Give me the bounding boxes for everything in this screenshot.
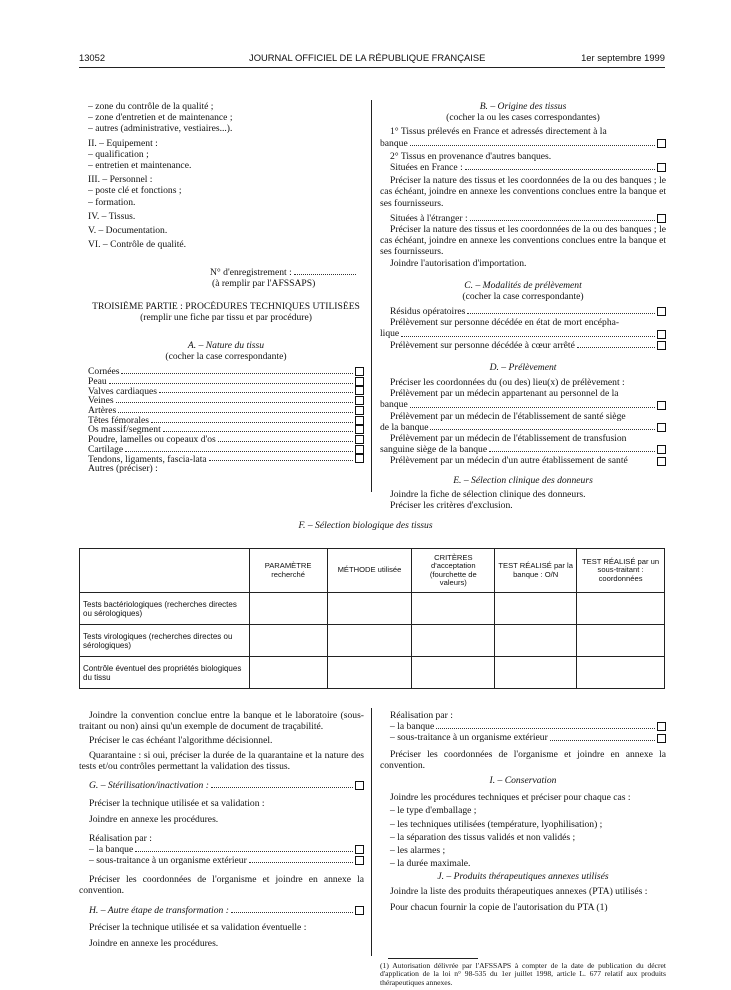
option-line: Prélèvement par un médecin appartenant au personnel de la xyxy=(390,388,619,400)
tissue-checklist xyxy=(88,367,364,475)
checklist-row[interactable]: Os massif/segment xyxy=(88,426,364,436)
checkbox[interactable] xyxy=(355,435,364,444)
checkbox[interactable] xyxy=(657,722,666,731)
table-cell[interactable] xyxy=(327,625,412,657)
paragraph: Réalisation par : xyxy=(89,832,152,844)
paragraph: Préciser la nature des tissus et les coordonnées de la ou des banques ; le cas échéant, joindre en annexe les conventions conclues entre la banque et ses fournisseurs. xyxy=(380,223,666,258)
list-item: – qualification ; xyxy=(88,148,149,160)
part-title: TROISIÈME PARTIE : PROCÉDURES TECHNIQUES UTILISÉES xyxy=(92,300,360,312)
option-line: Prélèvement par un médecin de l'établissement de santé siège xyxy=(390,410,626,422)
checklist-row[interactable]: Prélèvement sur personne décédée à cœur arrêté xyxy=(380,340,666,351)
checkbox[interactable] xyxy=(657,139,666,148)
section-heading: V. – Documentation. xyxy=(88,224,168,236)
checkbox[interactable] xyxy=(355,781,364,790)
paragraph: Préciser le cas échéant l'algorithme décisionnel. xyxy=(89,735,273,747)
checkbox[interactable] xyxy=(355,445,364,454)
paragraph: Pour chacun fournir la copie de l'autorisation du PTA (1) xyxy=(390,901,608,913)
paragraph: Joindre la fiche de sélection clinique des donneurs. xyxy=(390,488,586,500)
checkbox[interactable] xyxy=(657,457,666,466)
paragraph: Quarantaine : si oui, préciser la durée de la quarantaine et la nature des tests et/ou contrôles permettant la validation des tissus. xyxy=(79,749,364,772)
paragraph: Préciser les critères d'exclusion. xyxy=(390,499,513,511)
table-cell[interactable] xyxy=(249,593,327,625)
section-a-title: A. – Nature du tissu xyxy=(187,340,265,351)
paragraph: Joindre l'autorisation d'importation. xyxy=(390,257,527,269)
checklist-row[interactable]: banque xyxy=(380,138,666,149)
table-cell[interactable] xyxy=(495,625,577,657)
checklist-row[interactable]: Têtes fémorales xyxy=(88,416,364,426)
paragraph: Joindre en annexe les procédures. xyxy=(89,937,219,949)
checklist-row[interactable]: Cornées xyxy=(88,367,364,377)
checklist-row[interactable]: Valves cardiaques xyxy=(88,387,364,397)
checkbox[interactable] xyxy=(657,445,666,454)
list-item: – la durée maximale. xyxy=(390,858,471,870)
section-d-title: D. – Prélèvement xyxy=(489,361,557,373)
checkbox[interactable] xyxy=(355,845,364,854)
footnote-rule xyxy=(388,958,478,959)
column-header: TEST RÉALISÉ par un sous-traitant : coordonnées xyxy=(577,549,665,593)
checkbox[interactable] xyxy=(657,307,666,316)
checklist-row[interactable]: G. – Stérilisation/inactivation : xyxy=(79,780,364,791)
paragraph: Joindre les procédures techniques et préciser pour chaque cas : xyxy=(390,792,631,804)
journal-title: JOURNAL OFFICIEL DE LA RÉPUBLIQUE FRANÇAISE xyxy=(249,52,486,63)
paragraph: Préciser la technique utilisée et sa validation éventuelle : xyxy=(89,921,307,933)
section-heading: IV. – Tissus. xyxy=(88,210,136,222)
column-divider xyxy=(371,708,372,956)
paragraph: Préciser la nature des tissus et les coordonnées de la ou des banques ; le cas échéant, joindre en annexe les conventions conclues entre la banque et ses fournisseurs. xyxy=(380,175,666,209)
checkbox[interactable] xyxy=(355,377,364,386)
section-heading: II. – Equipement : xyxy=(88,137,158,149)
origin-line: 1° Tissus prélevés en France et adressés directement à la xyxy=(390,126,607,138)
origin-line: 2° Tissus en provenance d'autres banques. xyxy=(390,150,552,162)
checklist-row[interactable]: sanguine siège de la banque xyxy=(380,444,666,455)
checklist-row[interactable]: – sous-traitance à un organisme extérieur xyxy=(380,732,666,743)
list-item: – poste clé et fonctions ; xyxy=(88,185,182,197)
column-divider xyxy=(371,100,372,492)
paragraph: Réalisation par : xyxy=(390,710,453,721)
section-heading: VI. – Contrôle de qualité. xyxy=(88,239,187,251)
registration-field[interactable] xyxy=(88,267,358,278)
page-header xyxy=(79,52,665,64)
section-b-title: B. – Origine des tissus xyxy=(479,101,567,112)
list-item: – les techniques utilisées (température, lyophilisation) ; xyxy=(390,818,603,830)
checkbox[interactable] xyxy=(657,341,666,350)
table-cell[interactable] xyxy=(412,593,495,625)
table-cell[interactable] xyxy=(577,593,665,625)
paragraph: Joindre la liste des produits thérapeutiques annexes (PTA) utilisés : xyxy=(390,886,648,898)
paragraph: Préciser les coordonnées de l'organisme et joindre en annexe la convention. xyxy=(79,874,364,897)
right-top-column xyxy=(380,101,666,511)
checkbox[interactable] xyxy=(355,856,364,865)
issue-date: 1er septembre 1999 xyxy=(581,52,665,63)
section-heading: III. – Personnel : xyxy=(88,174,153,186)
list-item: – zone du contrôle de la qualité ; xyxy=(88,101,214,112)
table-row xyxy=(80,657,665,689)
part-subtitle: (remplir une fiche par tissu et par procédure) xyxy=(140,311,312,323)
table-cell[interactable] xyxy=(327,657,412,689)
table-cell[interactable] xyxy=(495,593,577,625)
column-header: PARAMÈTRE recherché xyxy=(249,549,327,593)
checkbox[interactable] xyxy=(355,396,364,405)
section-j-title: J. – Produits thérapeutiques annexes utilisés xyxy=(437,871,609,883)
biological-selection-table xyxy=(79,548,665,689)
list-item: – le type d'emballage ; xyxy=(390,805,477,817)
section-i-title: I. – Conservation xyxy=(489,774,557,786)
checklist-row[interactable]: Prélèvement par un médecin d'un autre établissement de santé xyxy=(380,455,666,466)
paragraph: Préciser la technique utilisée et sa validation : xyxy=(89,798,265,810)
table-cell[interactable] xyxy=(577,657,665,689)
checkbox[interactable] xyxy=(657,163,666,172)
table-header-row xyxy=(80,549,665,593)
checklist-row[interactable]: Tendons, ligaments, fascia-lata xyxy=(88,455,364,465)
checklist-row[interactable]: – la banque xyxy=(380,721,666,732)
section-e-title: E. – Sélection clinique des donneurs xyxy=(453,474,593,486)
checkbox[interactable] xyxy=(657,214,666,223)
checkbox[interactable] xyxy=(355,454,364,463)
checklist-row[interactable]: Poudre, lamelles ou copeaux d'os xyxy=(88,435,364,445)
checklist-row[interactable]: Résidus opératoires xyxy=(380,306,666,317)
checklist-row[interactable]: banque xyxy=(380,399,666,410)
paragraph: Joindre la convention conclue entre la banque et le laboratoire (sous-traitant ou non) ainsi qu'un exemple de document de traçabilité. xyxy=(79,710,364,733)
column-header: CRITÈRES d'acceptation (fourchette de valeurs) xyxy=(412,549,495,593)
section-b-subtitle: (cocher la ou les cases correspondantes) xyxy=(446,112,600,124)
checklist-row[interactable]: Peau xyxy=(88,377,364,387)
list-item: – zone d'entretien et de maintenance ; xyxy=(88,112,233,124)
table-cell[interactable] xyxy=(412,657,495,689)
section-c-title: C. – Modalités de prélèvement xyxy=(464,279,582,291)
checkbox[interactable] xyxy=(355,367,364,376)
column-header: MÉTHODE utilisée xyxy=(327,549,412,593)
table-cell[interactable] xyxy=(495,657,577,689)
checkbox[interactable] xyxy=(657,734,666,743)
checkbox[interactable] xyxy=(355,906,364,915)
checkbox[interactable] xyxy=(355,386,364,395)
footnote: (1) Autorisation délivrée par l'AFSSAPS à compter de la date de publication du décret d'application de la loi n° 98-535 du 1er juillet 1998, article L. 677 relatif aux produits thérapeutiques annexes. xyxy=(380,961,666,987)
checkbox[interactable] xyxy=(355,406,364,415)
left-bottom-column xyxy=(79,710,364,949)
checklist-row[interactable]: Artères xyxy=(88,406,364,416)
list-item: – autres (administrative, vestiaires...). xyxy=(88,123,233,135)
header-rule xyxy=(79,67,665,68)
page-number: 13052 xyxy=(79,52,106,63)
checklist-row[interactable]: Situées à l'étranger : xyxy=(380,213,666,224)
other-tissue-label: Autres (préciser) : xyxy=(88,464,158,475)
paragraph: Préciser les coordonnées de l'organisme et joindre en annexe la convention. xyxy=(380,748,666,771)
row-header: Tests bactériologiques (recherches directes ou sérologiques) xyxy=(80,593,250,625)
checkbox[interactable] xyxy=(657,423,666,432)
checkbox[interactable] xyxy=(355,416,364,425)
checklist-row[interactable]: Situées en France : xyxy=(380,162,666,173)
registration-note: (à remplir par l'AFSSAPS) xyxy=(212,278,316,290)
row-header: Contrôle éventuel des propriétés biologiques du tissu xyxy=(80,657,250,689)
section-c-subtitle: (cocher la case correspondante) xyxy=(462,290,584,302)
table-header-empty xyxy=(80,549,250,593)
checklist-row[interactable]: de la banque xyxy=(380,422,666,433)
checklist-row[interactable]: – sous-traitance à un organisme extérieur xyxy=(79,855,364,866)
checkbox[interactable] xyxy=(657,330,666,339)
checklist-row[interactable]: Cartilage xyxy=(88,445,364,455)
checklist-row[interactable]: Veines xyxy=(88,396,364,406)
table-cell[interactable] xyxy=(327,593,412,625)
section-a-subtitle: (cocher la case correspondante) xyxy=(165,351,287,363)
checkbox[interactable] xyxy=(355,425,364,434)
checklist-row[interactable]: lique xyxy=(380,328,666,339)
option-line: Prélèvement par un médecin de l'établissement de transfusion xyxy=(390,432,627,444)
checklist-row[interactable]: H. – Autre étape de transformation : xyxy=(79,905,364,916)
column-header: TEST RÉALISÉ par la banque : O/N xyxy=(495,549,577,593)
list-item: – formation. xyxy=(88,196,136,208)
table-cell[interactable] xyxy=(577,625,665,657)
registration-label: N° d'enregistrement : xyxy=(210,267,292,279)
table-row xyxy=(80,593,665,625)
list-item: – entretien et maintenance. xyxy=(88,159,192,171)
table-row xyxy=(80,625,665,657)
checklist-row[interactable]: – la banque xyxy=(79,844,364,855)
table-cell[interactable] xyxy=(249,625,327,657)
paragraph: Joindre en annexe les procédures. xyxy=(89,814,219,826)
list-item: – les alarmes ; xyxy=(390,844,446,856)
right-bottom-column xyxy=(380,710,666,913)
table-cell[interactable] xyxy=(249,657,327,689)
paragraph: Préciser les coordonnées du (ou des) lieu(x) de prélèvement : xyxy=(390,377,625,389)
option-line: Prélèvement sur personne décédée en état de mort encépha- xyxy=(390,317,620,329)
table-cell[interactable] xyxy=(412,625,495,657)
checkbox[interactable] xyxy=(657,401,666,410)
left-top-column xyxy=(88,101,364,475)
section-f-title: F. – Sélection biologique des tissus xyxy=(298,520,433,531)
list-item: – la séparation des tissus validés et non validés ; xyxy=(390,831,576,843)
row-header: Tests virologiques (recherches directes ou sérologiques) xyxy=(80,625,250,657)
